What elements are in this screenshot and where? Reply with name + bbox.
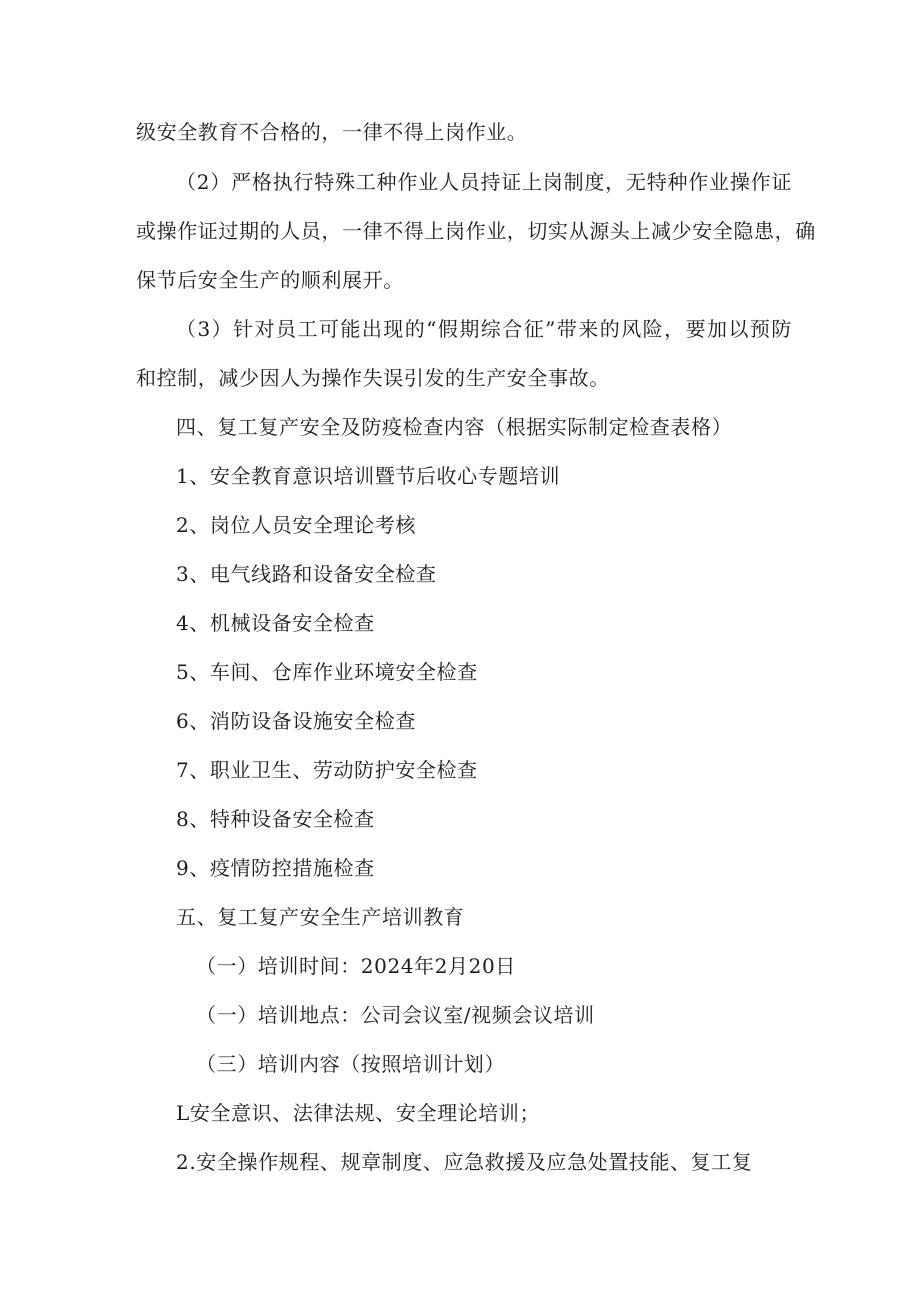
paragraph-line: 保节后安全生产的顺利展开。 xyxy=(136,268,404,292)
section-heading: 五、复工复产安全生产培训教育 xyxy=(176,905,465,929)
list-item: 3、电气线路和设备安全检查 xyxy=(176,562,437,586)
paragraph-line: 和控制，减少因人为操作失误引发的生产安全事故。 xyxy=(136,366,610,390)
sub-item: （三）培训内容（按照培训计划） xyxy=(196,1052,505,1076)
list-item: 1、安全教育意识培训暨节后收心专题培训 xyxy=(176,464,561,488)
paragraph-line: （3）针对员工可能出现的“假期综合征”带来的风险，要加以预防 xyxy=(176,317,792,341)
paragraph-line: 或操作证过期的人员，一律不得上岗作业，切实从源头上减少安全隐患，确 xyxy=(136,219,816,243)
list-item: 2.安全操作规程、规章制度、应急救援及应急处置技能、复工复 xyxy=(176,1150,753,1174)
list-item: 8、特种设备安全检查 xyxy=(176,807,375,831)
list-item: 6、消防设备设施安全检查 xyxy=(176,709,416,733)
list-item: L安全意识、法律法规、安全理论培训； xyxy=(176,1101,541,1125)
list-item: 2、岗位人员安全理论考核 xyxy=(176,513,416,537)
sub-item: （一）培训时间：2024年2月20日 xyxy=(196,954,516,978)
sub-item: （一）培训地点：公司会议室/视频会议培训 xyxy=(196,1003,595,1027)
list-item: 7、职业卫生、劳动防护安全检查 xyxy=(176,758,478,782)
list-item: 5、车间、仓库作业环境安全检查 xyxy=(176,660,478,684)
paragraph-line: 级安全教育不合格的，一律不得上岗作业。 xyxy=(136,120,528,144)
section-heading: 四、复工复产安全及防疫检查内容（根据实际制定检查表格） xyxy=(176,415,733,439)
list-item: 9、疫情防控措施检查 xyxy=(176,856,375,880)
list-item: 4、机械设备安全检查 xyxy=(176,611,375,635)
paragraph-line: （2）严格执行特殊工种作业人员持证上岗制度，无特种作业操作证 xyxy=(176,170,792,194)
